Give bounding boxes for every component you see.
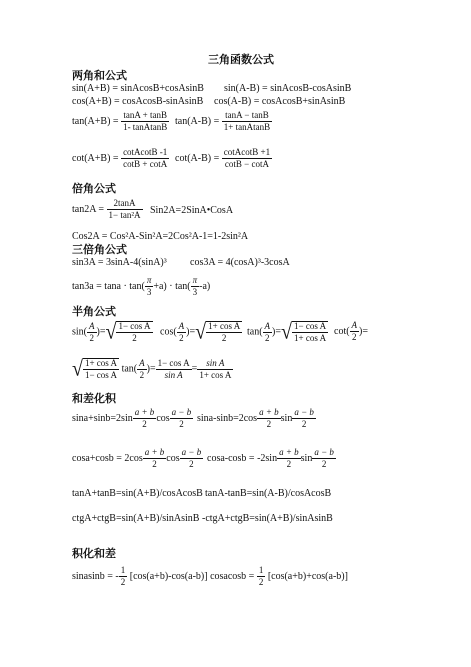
numerator: 2tanA (107, 199, 143, 210)
denominator: sin A (164, 369, 183, 380)
p2s-1-lhs: sinasinb = - (72, 570, 119, 582)
numerator: tanA − tanB (222, 111, 272, 122)
heading-triple-angle: 三倍角公式 (72, 243, 127, 256)
heading-double-angle: 倍角公式 (72, 182, 116, 195)
half-tan2-pre: tan( (121, 363, 138, 375)
p2s-2-rhs: [cos(a+b)+cos(a-b)] (267, 570, 348, 582)
pi-over-3 (191, 276, 200, 297)
formula-half-tan (247, 321, 328, 343)
radicand-fraction (206, 322, 242, 343)
half-sin-pre: sin( (72, 326, 87, 338)
half-sin-post: )= (96, 326, 106, 338)
sqrt: √ $\frac{\text{1− cos A}}{2}$ (105, 319, 151, 345)
a-over-2 (263, 322, 273, 343)
numerator: a + b (144, 447, 165, 457)
formula-cos-diff: cos(A-B) = cosAcosB+sinAsinB (214, 96, 346, 107)
denominator: 2 (142, 419, 147, 429)
denominator: 2 (189, 459, 194, 469)
formula-tan3a (72, 276, 210, 297)
numerator: 1 (120, 565, 126, 575)
denominator: 2 (221, 333, 227, 343)
tan3a-mid: +a) · tan( (153, 280, 191, 292)
numerator: A (178, 320, 185, 331)
denominator: 1+ tanAtanB (223, 122, 271, 132)
formula-s2p-4 (207, 448, 336, 469)
numerator: a − b (294, 407, 314, 417)
formula-half-sin (72, 321, 153, 343)
tan2a-lhs: tan2A = (72, 203, 105, 215)
numerator: 1− cos A (118, 321, 151, 331)
heading-product-to-sum: 积化和差 (72, 547, 116, 560)
formula-cot-diff (175, 148, 272, 169)
numerator: A (264, 320, 271, 331)
formula-half-cot-rhs (72, 358, 233, 380)
denominator: 1+ cos A (294, 333, 327, 343)
half-cos-post: )= (186, 326, 196, 338)
cot-sum-lhs: cot(A+B) = (72, 152, 119, 164)
numerator: A (89, 320, 95, 331)
fraction (197, 359, 233, 380)
half-tan2-eq1: )= (146, 363, 156, 375)
numerator: a + b (279, 447, 299, 457)
heading-sum-to-product: 和差化积 (72, 392, 116, 405)
tan-diff-fraction (222, 111, 272, 132)
numerator: cotAcotB -1 (123, 147, 168, 157)
s2p-4-mid: sin (300, 452, 313, 464)
denominator: 1− tan²A (108, 210, 141, 220)
fraction (257, 408, 281, 429)
denominator: 2 (352, 332, 357, 342)
denominator: 2 (89, 332, 94, 343)
half-tan-post: )= (272, 326, 282, 338)
s2p-1-mid: cos (156, 412, 170, 424)
denominator: 2 (265, 332, 270, 343)
fraction (180, 448, 204, 469)
a-over-2 (87, 322, 97, 343)
denominator: 1+ cos A (199, 369, 232, 380)
denominator: 2 (139, 369, 145, 380)
formula-tan-sum (72, 111, 169, 132)
numerator: a − b (171, 407, 192, 417)
denominator: 2 (179, 332, 184, 343)
s2p-3-lhs: cosa+cosb = 2cos (72, 452, 143, 464)
a-over-2 (350, 321, 360, 342)
numerator: π (192, 275, 198, 285)
numerator: 1− cos A (294, 321, 327, 331)
formula-half-cos (160, 321, 242, 343)
tan2a-fraction (107, 199, 143, 220)
formula-s2p-1 (72, 408, 193, 429)
formula-tan-diff-prod: tanA-tanB=sin(A-B)/cosAcosB (205, 488, 332, 499)
formula-sin-diff: sin(A-B) = sinAcosB-cosAsinB (224, 83, 352, 94)
formula-p2s (72, 566, 348, 587)
fraction (143, 448, 167, 469)
numerator: A (139, 357, 145, 368)
denominator: 2 (258, 577, 264, 587)
cot-diff-lhs: cot(A-B) = (175, 152, 220, 164)
formula-ctg-sum-prod: ctgA+ctgB=sin(A+B)/sinAsinB (72, 513, 200, 524)
numerator: a − b (181, 447, 202, 457)
tan3a-prefix: tan3a = tana · tan( (72, 280, 145, 292)
numerator: π (146, 275, 152, 285)
sqrt: √ $\frac{\text{1+ cos A}}{\text{1− cos A}}$ (72, 356, 118, 382)
denominator: 2 (152, 459, 157, 469)
half-cot-pre: cot( (334, 325, 350, 337)
denominator: 3 (146, 287, 152, 297)
formula-s2p-3 (72, 448, 203, 469)
a-over-2 (177, 322, 187, 343)
formula-sin2a: Sin2A=2SinA•CosA (150, 205, 234, 216)
numerator: 1 (258, 565, 264, 575)
numerator: cotAcotB +1 (223, 147, 271, 157)
tan-sum-lhs: tan(A+B) = (72, 115, 119, 127)
denominator: 3 (192, 287, 198, 297)
tan-sum-fraction (121, 111, 169, 132)
radicand-fraction (83, 359, 119, 380)
formula-cos-sum: cos(A+B) = cosAcosB-sinAsinB (72, 96, 204, 107)
numerator: a + b (259, 407, 279, 417)
page-title: 三角函数公式 (208, 53, 274, 66)
cot-sum-fraction (121, 148, 169, 169)
numerator: sin A (197, 359, 233, 370)
formula-cos3a: cos3A = 4(cosA)³-3cosA (190, 257, 290, 268)
s2p-1-lhs: sina+sinb=2sin (72, 412, 133, 424)
formula-cot-sum (72, 148, 169, 169)
formula-ctg-neg-prod: -ctgA+ctgB=sin(A+B)/sinAsinB (202, 513, 333, 524)
formula-tan2a (72, 199, 143, 220)
formula-s2p-2 (197, 408, 316, 429)
tan-diff-lhs: tan(A-B) = (175, 115, 220, 127)
half-tan2-eq2: = (191, 363, 198, 375)
numerator: a − b (314, 447, 334, 457)
heading-sum-diff: 两角和公式 (72, 69, 127, 82)
numerator: a + b (134, 407, 155, 417)
half-cos-pre: cos( (160, 326, 177, 338)
sqrt: √ $\frac{\text{1+ cos A}}{2}$ (195, 319, 241, 345)
numerator: A (351, 320, 358, 330)
p2s-1-rhs: [cos(a+b)-cos(a-b)] cosacosb = (129, 570, 255, 582)
one-half (119, 566, 128, 587)
formula-half-cot (334, 321, 368, 342)
denominator: 2 (132, 333, 137, 343)
formula-cos2a: Cos2A = Cos²A-Sin²A=2Cos²A-1=1-2sin²A (72, 231, 249, 242)
denominator: 1− cos A (84, 370, 118, 380)
s2p-2-mid: sin (280, 412, 293, 424)
denominator: 2 (266, 419, 272, 429)
denominator: 1- tanAtanB (123, 122, 168, 132)
fraction (277, 448, 301, 469)
radicand-fraction (116, 322, 152, 343)
fraction (292, 408, 316, 429)
formula-tan-sum-prod: tanA+tanB=sin(A+B)/cosAcosB (72, 488, 203, 499)
formula-tan-diff (175, 111, 272, 132)
numerator: 1− cos A (157, 357, 190, 368)
s2p-3-mid: cos (166, 452, 180, 464)
a-over-2 (137, 359, 147, 380)
numerator: 1+ cos A (84, 358, 118, 368)
fraction (170, 408, 194, 429)
half-cot-post: )= (359, 325, 369, 337)
numerator: tanA + tanB (121, 111, 169, 122)
tan3a-end: -a) (199, 280, 211, 292)
one-half (257, 566, 266, 587)
fraction (312, 448, 336, 469)
half-tan-pre: tan( (247, 326, 263, 338)
cot-diff-fraction (222, 148, 272, 169)
denominator: 2 (286, 459, 292, 469)
numerator: 1+ cos A (208, 321, 241, 331)
denominator: 2 (321, 459, 327, 469)
denominator: 2 (120, 577, 126, 587)
denominator: cotB + cotA (123, 159, 168, 169)
fraction (133, 408, 157, 429)
radicand-fraction (292, 322, 328, 343)
denominator: cotB − cotA (224, 159, 269, 169)
sqrt: √ $\frac{\text{1− cos A}}{\text{1+ cos A}}$ (281, 319, 327, 345)
s2p-2-lhs: sina-sinb=2cos (197, 412, 258, 424)
formula-sin3a: sin3A = 3sinA-4(sinA)³ (72, 257, 167, 268)
denominator: 2 (301, 419, 307, 429)
heading-half-angle: 半角公式 (72, 305, 116, 318)
fraction (156, 359, 192, 380)
formula-sin-sum: sin(A+B) = sinAcosB+cosAsinB (72, 83, 204, 94)
denominator: 2 (179, 419, 184, 429)
s2p-4-lhs: cosa-cosb = -2sin (207, 452, 278, 464)
